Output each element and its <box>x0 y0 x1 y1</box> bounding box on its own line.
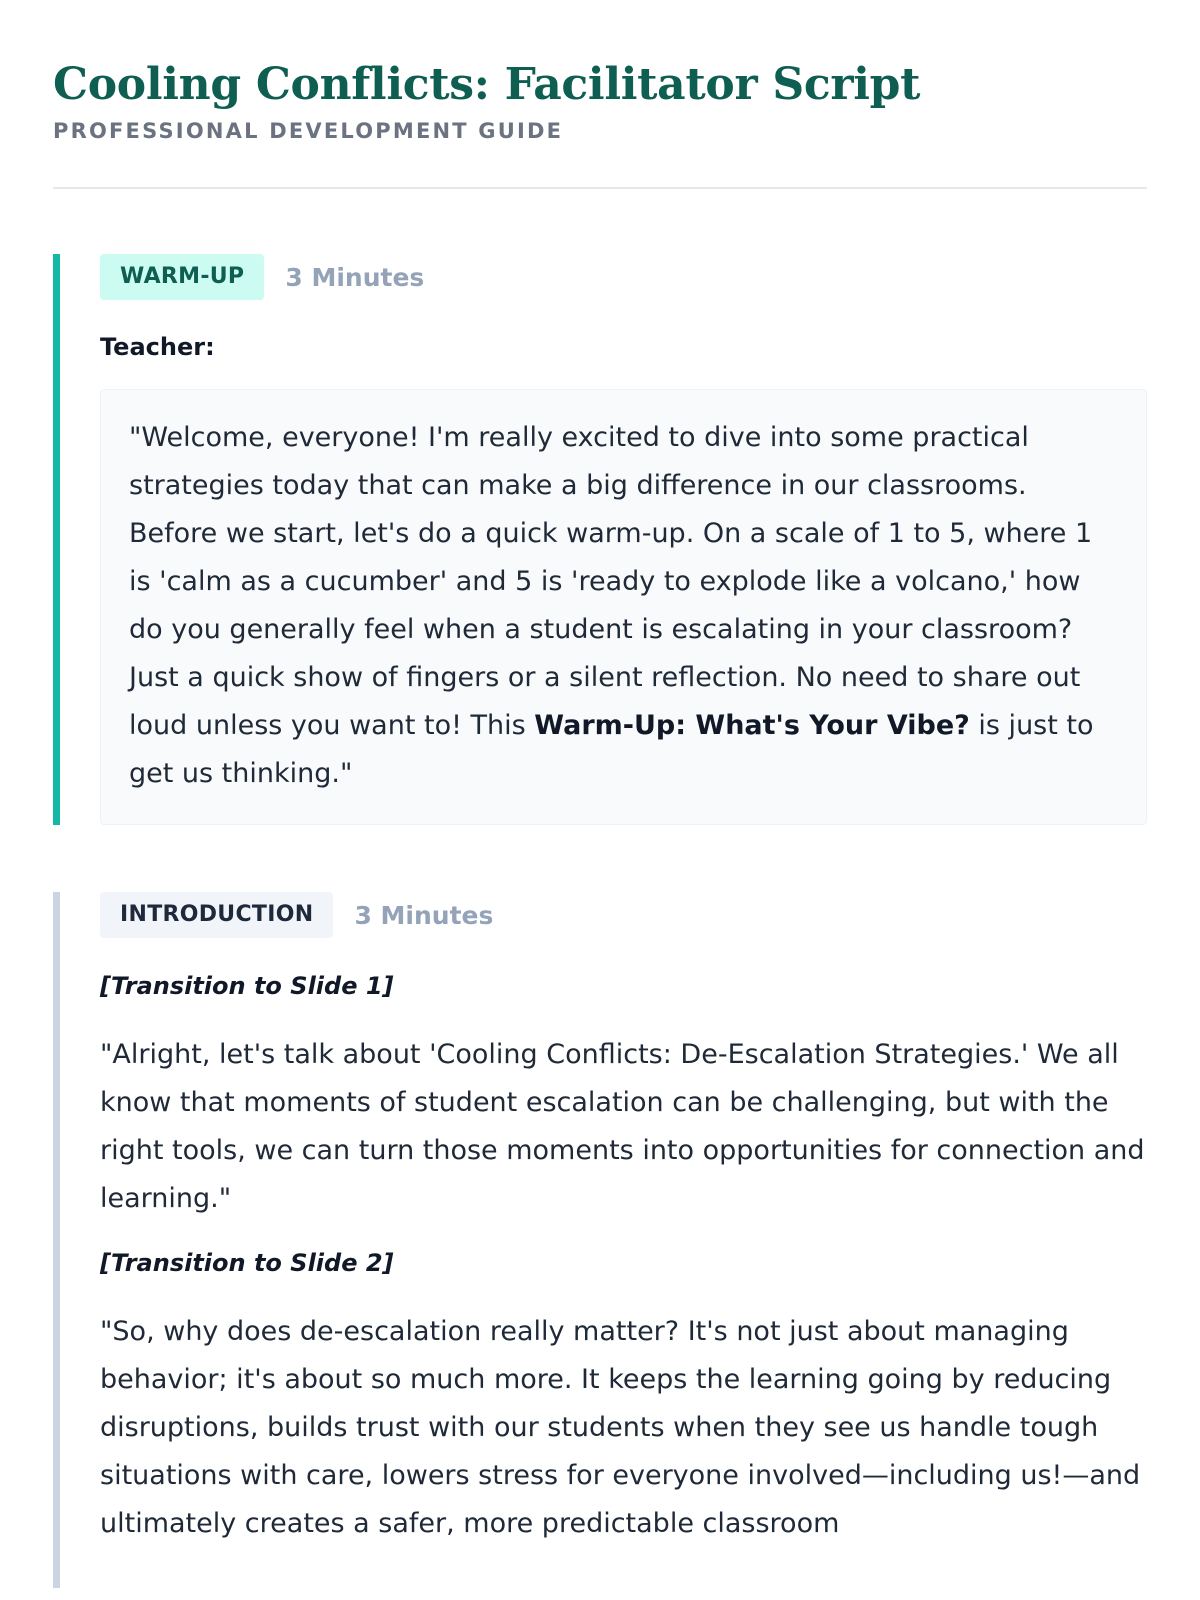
header-divider <box>53 187 1147 189</box>
script-paragraph: "So, why does de-escalation really matter? It's not just about managing behavior; it's about so much more. It keeps the learning going by reducing disruptions, builds trust with our students when they see us handle tough situations with care, lowers stress for everyone involved—including us!—and ultimately creates a safer, more predictable classroom <box>100 1316 1141 1539</box>
document-subtitle: PROFESSIONAL DEVELOPMENT GUIDE <box>53 119 564 143</box>
script-paragraph: "Alright, let's talk about 'Cooling Conflicts: De-Escalation Strategies.' We all know that moments of student escalation can be challenging, but with the right tools, we can turn those moments into opportunities for connection and learning." <box>100 1039 1145 1214</box>
introduction-duration: 3 Minutes <box>354 900 494 930</box>
warmup-script-ending: is just to get us thinking." <box>129 710 1094 789</box>
warmup-activity-name: Warm-Up: What's Your Vibe? <box>534 710 970 741</box>
warmup-script-box <box>100 389 1147 825</box>
warmup-badge: WARM-UP <box>100 254 264 300</box>
warmup-section <box>53 254 1147 825</box>
warmup-section-header <box>100 254 1147 300</box>
speaker-label: Teacher: <box>100 333 215 361</box>
slide-transition-cue: [Transition to Slide 2] <box>100 1249 394 1277</box>
introduction-badge: INTRODUCTION <box>100 892 333 938</box>
warmup-duration: 3 Minutes <box>285 262 425 292</box>
slide-transition-cue: [Transition to Slide 1] <box>100 972 394 1000</box>
introduction-section <box>53 892 1147 1588</box>
document-title: Cooling Conflicts: Facilitator Script <box>53 59 921 110</box>
introduction-section-header <box>100 892 1147 938</box>
warmup-script-text: "Welcome, everyone! I'm really excited to dive into some practical strategies today that can make a big difference in our classrooms. Before we start, let's do a quick warm-up. On a scale of 1 to 5, where 1 is 'calm as a cucumber' and 5 is 'ready to explode like a volcano,' how do you generally feel when a student is escalating in your classroom? Just a quick show of fingers or a silent reflection. No need to share out loud unless you want to! This <box>129 422 1093 741</box>
